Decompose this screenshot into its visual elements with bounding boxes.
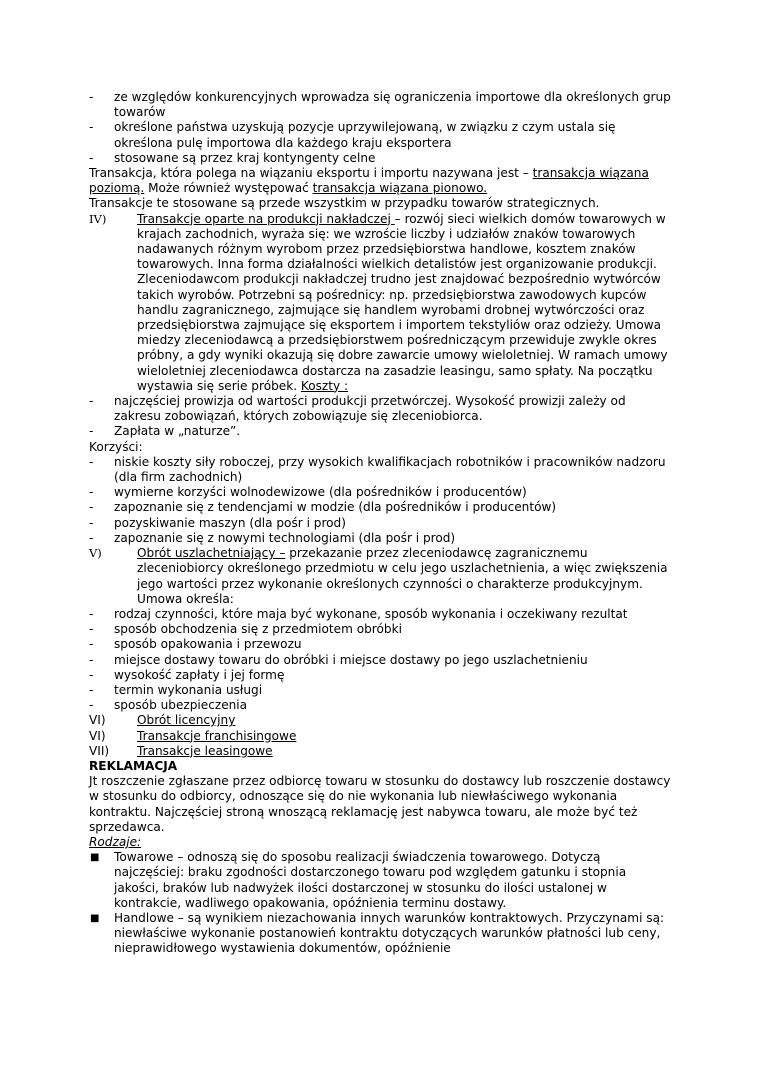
- list-item: - stosowane są przez kraj kontyngenty celne: [89, 150, 376, 165]
- section-title: Transakcje leasingowe: [137, 743, 273, 758]
- dash-bullet: -: [89, 90, 94, 104]
- dash-bullet: -: [89, 150, 94, 165]
- dash-bullet: -: [89, 637, 94, 652]
- section-title: Obrót licencyjny: [137, 713, 236, 728]
- list-item: - pozyskiwanie maszyn (dla pośr i prod): [89, 515, 346, 530]
- reklamacja-definition: Jt roszczenie zgłaszane przez odbiorcę towaru w stosunku do dostawcy lub roszczenie dostawcy w stosunku do odbiorcy, odnoszące się do nie wykonania lub niewłaściwego wykonania kontraktu. Najczęściej stroną wnoszącą reklamację jest nabywca towaru, ale może być też sprzedawca.: [89, 774, 671, 834]
- section-number: VI): [89, 728, 106, 743]
- section-number: VII): [89, 743, 110, 758]
- dash-bullet: -: [89, 485, 94, 500]
- list-item: - wysokość zapłaty i jej formę: [89, 667, 285, 682]
- paragraph-transakcja-wiazana: Transakcja, która polega na wiązaniu eksportu i importu nazywana jest – transakcja wiązana poziomą. Może również występować transakcja wiązana pionowo.: [89, 166, 649, 196]
- dash-bullet: -: [89, 530, 94, 545]
- list-item: - niskie koszty siły roboczej, przy wysokich kwalifikacjach robotników i pracowników nadzoru (dla firm zachodnich): [89, 454, 666, 485]
- section-vii: [89, 744, 674, 759]
- rodzaje-label: Rodzaje:: [89, 834, 142, 849]
- list-item: - Zapłata w „naturze”.: [89, 424, 241, 439]
- dash-bullet: -: [89, 515, 94, 530]
- list-item: - najczęściej prowizja od wartości produkcji przetwórczej. Wysokość prowizji zależy od zakresu zobowiązań, których zobowiązuje się zleceniobiorca.: [89, 394, 626, 424]
- list-item: - sposób obchodzenia się z przedmiotem obróbki: [89, 622, 402, 637]
- koszty-label: Koszty :: [300, 378, 349, 393]
- section-title: Transakcje oparte na produkcji nakładczej: [137, 211, 395, 226]
- dash-bullet: -: [89, 424, 94, 439]
- list-item: ■ Towarowe – odnoszą się do sposobu realizacji świadczenia towarowego. Dotyczą najczęściej: braku zgodności dostarczonego towaru pod względem gatunku i stopnia jakości, braków lub nadwyżek ilości dostarczonej w stosunku do ilości ustalonej w kontrakcie, wadliwego opakowania, opóźnienia terminu dostawy.: [90, 850, 627, 910]
- list-item: - rodzaj czynności, które maja być wykonane, sposób wykonania i oczekiwany rezultat: [89, 606, 628, 621]
- list-item: - termin wykonania usługi: [89, 682, 263, 697]
- dash-bullet: -: [89, 667, 94, 682]
- reklamacja-heading: REKLAMACJA: [89, 758, 178, 773]
- paragraph-strategiczne: Transakcje te stosowane są przede wszystkim w przypadku towarów strategicznych.: [89, 196, 600, 211]
- section-vi-franchising: [89, 729, 674, 744]
- square-bullet-icon: ■: [90, 912, 100, 924]
- dash-bullet: -: [89, 698, 94, 713]
- dash-bullet: -: [89, 682, 94, 697]
- dash-bullet: -: [89, 606, 94, 621]
- dash-bullet: -: [89, 500, 94, 515]
- list-item: - określone państwa uzyskują pozycje uprzywilejowaną, w związku z czym ustala się określona pulę importowa dla każdego kraju eksportera: [89, 120, 616, 150]
- dash-bullet: -: [89, 622, 94, 637]
- document-page: [89, 90, 674, 957]
- list-item: - sposób ubezpieczenia: [89, 698, 248, 713]
- section-number: IV): [89, 211, 107, 226]
- section-vi: [89, 713, 674, 728]
- list-item: - ze względów konkurencyjnych wprowadza się ograniczenia importowe dla określonych grup towarów: [89, 90, 671, 120]
- dash-bullet: -: [89, 652, 94, 667]
- list-item: - zapoznanie się z tendencjami w modzie (dla pośredników i producentów): [89, 500, 557, 515]
- section-title: Transakcje franchisingowe: [137, 728, 297, 743]
- list-item: - sposób opakowania i przewozu: [89, 637, 302, 652]
- square-bullet-icon: ■: [90, 852, 100, 864]
- list-item: - zapoznanie się z nowymi technologiami (dla pośr i prod): [89, 530, 456, 545]
- section-v: V) Obrót uszlachetniający – przekazanie przez zleceniodawcę zagranicznemu zleceniobiorcy określonego przedmiotu w celu jego uszlachetnienia, a więc zwiększenia jego wartości przez wykonanie określonych czynności o charakterze produkcyjnym. Umowa określa:: [89, 546, 668, 606]
- dash-bullet: -: [89, 120, 94, 135]
- section-number: V): [89, 546, 102, 561]
- list-item: - miejsce dostawy towaru do obróbki i miejsce dostawy po jego uszlachetnieniu: [89, 652, 588, 667]
- section-number: VI): [89, 713, 106, 728]
- list-item: - wymierne korzyści wolnodewizowe (dla pośredników i producentów): [89, 485, 527, 500]
- section-iv: IV) Transakcje oparte na produkcji nakładczej – rozwój sieci wielkich domów towarowych w krajach zachodnich, wyraża się: we wzroście liczby i udziałów znaków towarowych nadawanych różnym wyrobom przez przedsiębiorstwa handlowe, kosztem znaków towarowych. Inna forma działalności wielkich detalistów jest organizowanie produkcji. Zleceniodawcom produkcji nakładczej trudno jest znajdować bezpośrednio wytwórców takich wyrobów. Potrzebni są pośrednicy: np. przedsiębiorstwa zawodowych kupców handlu zagranicznego, zajmujące się handlem wyrobami drobnej wytwórczości oraz przedsiębiorstwa zajmujące się eksportem i importem tekstyliów oraz odzieży. Umowa miedzy zleceniodawcą a przedsiębiorstwem pośredniczącym przewiduje zwykle okres próbny, a gdy wyniki okazują się dobre zawarcie umowy wieloletniej. W ramach umowy wieloletniej zleceniodawca dostarcza na zasadzie leasingu, samo spłaty. Na początku wystawia się serie próbek. Koszty :: [89, 211, 668, 393]
- korzysci-label: Korzyści:: [89, 439, 143, 454]
- list-item: ■ Handlowe – są wynikiem niezachowania innych warunków kontraktowych. Przyczynami są: niewłaściwe wykonanie postanowień kontraktu dotyczących warunków płatności lub ceny, nieprawidłowego wystawienia dokumentów, opóźnienie: [90, 910, 665, 956]
- section-title: Obrót uszlachetniający –: [137, 546, 286, 561]
- dash-bullet: -: [89, 454, 94, 469]
- dash-bullet: -: [89, 394, 94, 409]
